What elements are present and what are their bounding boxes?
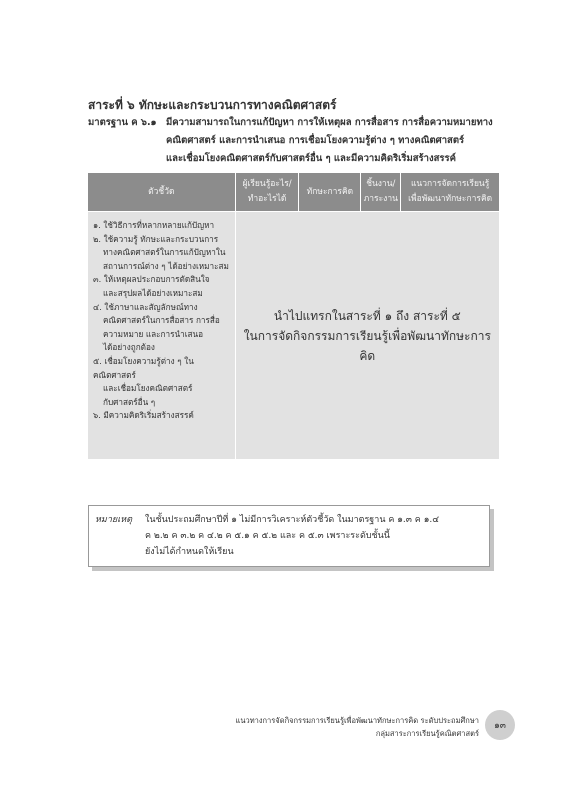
header-approach: แนวการจัดการเรียนรู้ เพื่อพัฒนาทักษะการคิด bbox=[401, 173, 500, 212]
table-header-row bbox=[88, 173, 500, 212]
list-item: และเชื่อมโยงคณิตศาสตร์ bbox=[103, 383, 193, 394]
indicator-cell bbox=[88, 212, 236, 460]
note-label: หมายเหตุ bbox=[95, 515, 133, 525]
list-item: ๔. ใช้ภาษาและสัญลักษณ์ทาง bbox=[93, 301, 198, 312]
table-row bbox=[88, 212, 500, 460]
merged-line-1: นำไปแทรกในสาระที่ ๑ ถึง สาระที่ ๕ bbox=[273, 308, 461, 323]
standard-line-2: คณิตศาสตร์ และการนำเสนอ การเชื่อมโยงความรู้ต่าง ๆ ทางคณิตศาสตร์ bbox=[166, 135, 465, 146]
header-learner: ผู้เรียนรู้อะไร/ ทำอะไรได้ bbox=[235, 173, 299, 212]
standard-line-1 bbox=[88, 114, 508, 132]
footer-line-2: กลุ่มสาระการเรียนรู้คณิตศาสตร์ bbox=[375, 729, 479, 738]
note-text bbox=[145, 512, 485, 560]
list-item: สถานการณ์ต่าง ๆ ได้อย่างเหมาะสม bbox=[103, 260, 229, 271]
list-item: ๕. เชื่อมโยงความรู้ต่าง ๆ ในคณิตศาสตร์ bbox=[93, 355, 194, 380]
page-number: ๑๓ bbox=[485, 710, 515, 740]
header-task: ชิ้นงาน/ ภาระงาน bbox=[361, 173, 401, 212]
standard-label: มาตรฐาน ค ๖.๑ bbox=[88, 117, 157, 128]
indicator-table bbox=[87, 172, 500, 460]
list-item: ๖. มีความคิดริเริ่มสร้างสรรค์ bbox=[93, 410, 194, 421]
note-line-1: ในชั้นประถมศึกษาปีที่ ๑ ไม่มีการวิเคราะห์ตัวชี้วัด ในมาตรฐาน ค ๑.๓ ค ๑.๔ bbox=[145, 515, 440, 525]
standard-line-3: และเชื่อมโยงคณิตศาสตร์กับศาสตร์อื่น ๆ และมีความคิดริเริ่มสร้างสรรค์ bbox=[166, 153, 456, 164]
note-box bbox=[88, 505, 490, 567]
list-item: กับศาสตร์อื่น ๆ bbox=[103, 396, 156, 407]
standard-text-1: มีความสามารถในการแก้ปัญหา การให้เหตุผล การสื่อสาร การสื่อความหมายทาง bbox=[166, 117, 493, 128]
header-indicator: ตัวชี้วัด bbox=[88, 173, 236, 212]
list-item: ได้อย่างถูกต้อง bbox=[103, 342, 155, 353]
merged-cell bbox=[235, 212, 499, 460]
section-heading: สาระที่ ๖ ทักษะและกระบวนการทางคณิตศาสตร์ bbox=[88, 98, 337, 112]
header-thinking-skill: ทักษะการคิด bbox=[299, 173, 361, 212]
note-line-2: ค ๒.๒ ค ๓.๒ ค ๔.๒ ค ๕.๑ ค ๕.๒ และ ค ๕.๓ เพราะระดับชั้นนี้ bbox=[145, 531, 390, 541]
merged-line-2: ในการจัดกิจกรรมการเรียนรู้เพื่อพัฒนาทักษะการคิด bbox=[243, 328, 491, 363]
list-item: ๑. ใช้วิธีการที่หลากหลายแก้ปัญหา bbox=[93, 220, 215, 230]
list-item: และสรุปผลได้อย่างเหมาะสม bbox=[103, 287, 203, 298]
page-footer bbox=[236, 714, 479, 740]
note-line-3: ยังไม่ได้กำหนดให้เรียน bbox=[145, 547, 234, 557]
indicator-list bbox=[89, 213, 234, 427]
list-item: ๓. ให้เหตุผลประกอบการตัดสินใจ bbox=[93, 274, 210, 285]
list-item: ทางคณิตศาสตร์ในการแก้ปัญหาใน bbox=[103, 247, 226, 258]
list-item: คณิตศาสตร์ในการสื่อสาร การสื่อ bbox=[103, 315, 220, 326]
list-item: ความหมาย และการนำเสนอ bbox=[103, 328, 204, 339]
list-item: ๒. ใช้ความรู้ ทักษะและกระบวนการ bbox=[93, 233, 219, 244]
standard-block bbox=[88, 114, 508, 168]
footer-line-1: แนวทางการจัดกิจกรรมการเรียนรู้เพื่อพัฒนาทักษะการคิด ระดับประถมศึกษา bbox=[235, 716, 479, 725]
